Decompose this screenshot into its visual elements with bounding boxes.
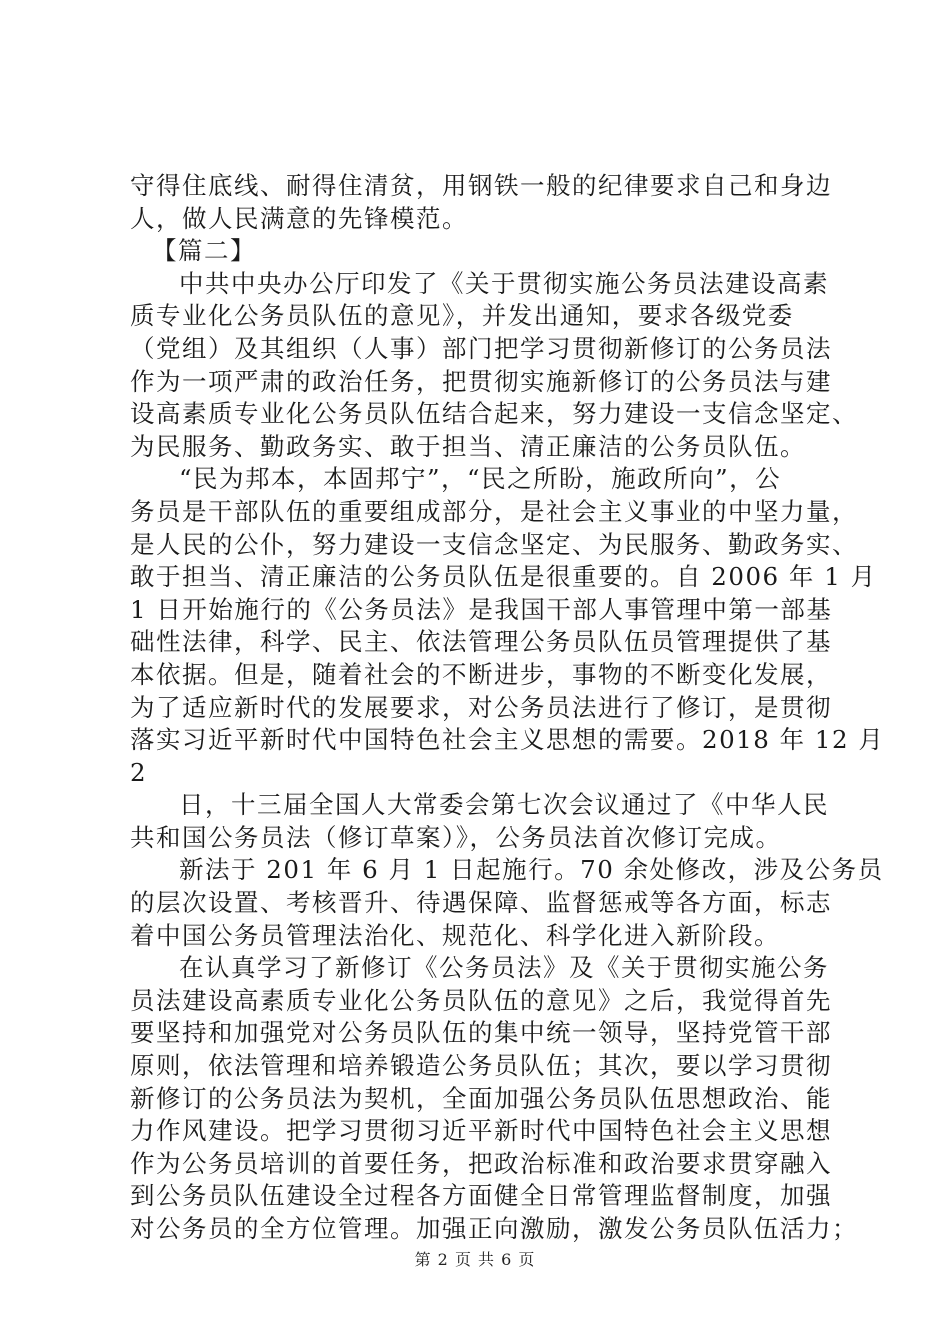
text-line: 对公务员的全方位管理。加强正向激励，激发公务员队伍活力； (130, 1214, 858, 1243)
text-line: 新法于 201 年 6 月 1 日起施行。70 余处修改，涉及公务员 (179, 855, 884, 885)
text-line: 为了适应新时代的发展要求，对公务员法进行了修订，是贯彻 (130, 692, 832, 722)
text-line: 作为一项严肃的政治任务，把贯彻实施新修订的公务员法与建 (130, 366, 832, 396)
text-line: 质专业化公务员队伍的意见》，并发出通知，要求各级党委 (130, 301, 794, 331)
text-line: 是人民的公仆，努力建设一支信念坚定、为民服务、勤政务实、 (130, 529, 858, 559)
text-line: 作为公务员培训的首要任务，把政治标准和政治要求贯穿融入 (130, 1148, 832, 1178)
text-line: 日，十三届全国人大常委会第七次会议通过了《中华人民 (179, 790, 829, 820)
text-line: 敢于担当、清正廉洁的公务员队伍是很重要的。自 2006 年 1 月 (130, 562, 877, 592)
text-line: 的层次设置、考核晋升、待遇保障、监督惩戒等各方面，标志 (130, 888, 832, 918)
text-line: 为民服务、勤政务实、敢于担当、清正廉洁的公务员队伍。 (130, 431, 806, 461)
document-body (130, 170, 885, 1246)
text-line: 础性法律，科学、民主、依法管理公务员队伍员管理提供了基 (130, 627, 832, 657)
text-line: 原则，依法管理和培养锻造公务员队伍；其次，要以学习贯彻 (130, 1051, 832, 1081)
text-line: 新修订的公务员法为契机，全面加强公务员队伍思想政治、能 (130, 1083, 832, 1113)
text-line: 设高素质专业化公务员队伍结合起来，努力建设一支信念坚定、 (130, 399, 858, 429)
page-footer: 第 2 页 共 6 页 (414, 1250, 536, 1269)
text-line: （党组）及其组织（人事）部门把学习贯彻新修订的公务员法 (130, 333, 832, 363)
text-line: 共和国公务员法（修订草案）》，公务员法首次修订完成。 (130, 822, 782, 852)
text-line: 守得住底线、耐得住清贫，用钢铁一般的纪律要求自己和身边 (130, 171, 832, 200)
text-line: “民为邦本，本固邦宁”，“民之所盼，施政所向”，公 (179, 464, 782, 494)
text-line: 要坚持和加强党对公务员队伍的集中统一领导，坚持党管干部 (130, 1018, 832, 1048)
text-line: 2 (130, 757, 148, 787)
text-line: 员法建设高素质专业化公务员队伍的意见》之后，我觉得首先 (130, 985, 832, 1015)
text-line: 中共中央办公厅印发了《关于贯彻实施公务员法建设高素 (179, 268, 829, 298)
text-line: 人，做人民满意的先锋模范。 (130, 203, 468, 233)
text-line: 1 日开始施行的《公务员法》是我国干部人事管理中第一部基 (130, 594, 833, 624)
text-line: 到公务员队伍建设全过程各方面健全日常管理监督制度，加强 (130, 1181, 832, 1211)
text-line: 务员是干部队伍的重要组成部分，是社会主义事业的中坚力量， (130, 496, 858, 526)
text-line: 本依据。但是，随着社会的不断进步，事物的不断变化发展， (130, 659, 832, 689)
section-heading: 【篇二】 (152, 236, 256, 266)
text-line: 力作风建设。把学习贯彻习近平新时代中国特色社会主义思想 (130, 1116, 832, 1146)
text-line: 在认真学习了新修订《公务员法》及《关于贯彻实施公务 (179, 953, 829, 983)
text-line: 落实习近平新时代中国特色社会主义思想的需要。2018 年 12 月 (130, 725, 885, 755)
text-line: 着中国公务员管理法治化、规范化、科学化进入新阶段。 (130, 920, 780, 950)
